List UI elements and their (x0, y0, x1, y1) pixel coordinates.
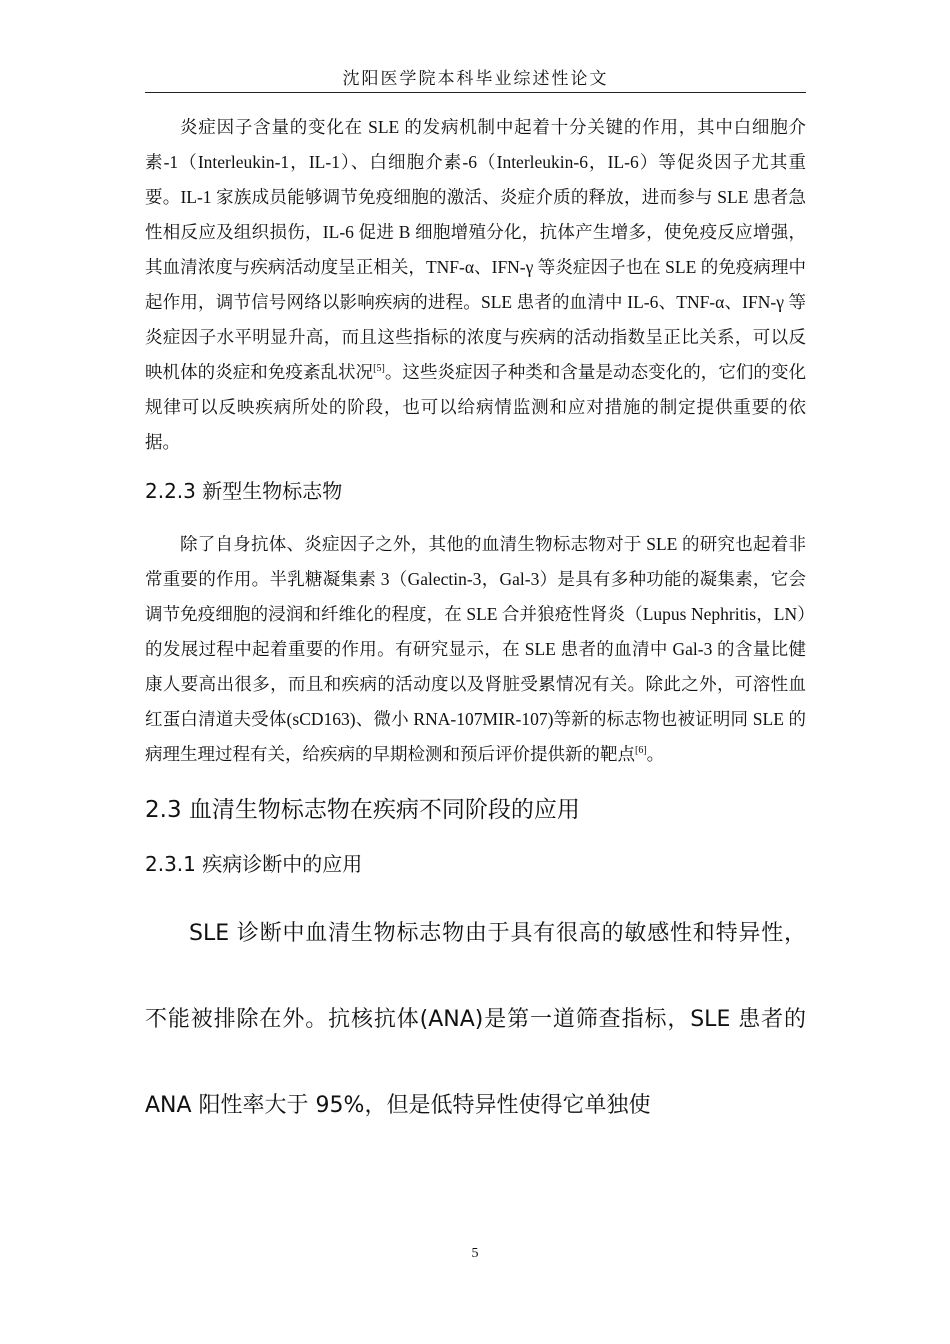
paragraph-text: 炎症因子含量的变化在 SLE 的发病机制中起着十分关键的作用，其中白细胞介素-1（Interleukin-1，IL-1）、白细胞介素-6（Interleukin-6，IL-6）等促炎因子尤其重要。IL-1 家族成员能够调节免疫细胞的激活、炎症介质的释放，进而参与 SLE 患者急性相反应及组织损伤，IL-6 促进 B 细胞增殖分化，抗体产生增多，使免疫反应增强，其血清浓度与疾病活动度呈正相关，TNF-α、IFN-γ 等炎症因子也在 SLE 的免疫病理中起作用，调节信号网络以影响疾病的进程。SLE 患者的血清中 IL-6、TNF-α、IFN-γ 等炎症因子水平明显升高，而且这些指标的浓度与疾病的活动指数呈正比关系，可以反映机体的炎症和免疫紊乱状况 (145, 117, 806, 382)
paragraph-diagnosis: SLE 诊断中血清生物标志物由于具有很高的敏感性和特异性，不能被排除在外。抗核抗体(ANA)是第一道筛查指标，SLE 患者的 ANA 阳性率大于 95%，但是低特异性使得它单独使 (145, 921, 806, 1118)
paragraph-text: 。这些炎症因子种类和含量是动态变化的，它们的变化规律可以反映疾病所处的阶段，也可以给病情监测和应对措施的制定提供重要的依据。 (145, 362, 807, 452)
citation-ref: [6] (635, 745, 647, 757)
page-header: 沈阳医学院本科毕业综述性论文 (342, 69, 609, 89)
paragraph-inflammatory-factors (145, 110, 806, 460)
paragraph-novel-biomarkers (145, 527, 806, 772)
paragraph-text: 。 (646, 744, 665, 764)
section-heading-2-2-3: 2.2.3 新型生物标志物 (145, 479, 343, 503)
citation-ref: [5] (373, 363, 385, 375)
paragraph-text: 除了自身抗体、炎症因子之外，其他的血清生物标志物对于 SLE 的研究也起着非常重要的作用。半乳糖凝集素 3（Galectin-3，Gal-3）是具有多种功能的凝集素，它会调节免疫细胞的浸润和纤维化的程度，在 SLE 合并狼疮性肾炎（Lupus Nephritis，LN）的发展过程中起着重要的作用。有研究显示，在 SLE 患者的血清中 Gal-3 的含量比健康人要高出很多，而且和疾病的活动度以及肾脏受累情况有关。除此之外，可溶性血红蛋白清道夫受体(sCD163)、微小 RNA-107MIR-107)等新的标志物也被证明同 SLE 的病理生理过程有关，给疾病的早期检测和预后评价提供新的靶点 (145, 534, 806, 764)
page-body (145, 110, 806, 1149)
section-heading-2-3-1: 2.3.1 疾病诊断中的应用 (145, 852, 363, 876)
page-number: 5 (471, 1246, 479, 1261)
header-rule (145, 92, 806, 93)
section-heading-2-3: 2.3 血清生物标志物在疾病不同阶段的应用 (145, 797, 580, 823)
